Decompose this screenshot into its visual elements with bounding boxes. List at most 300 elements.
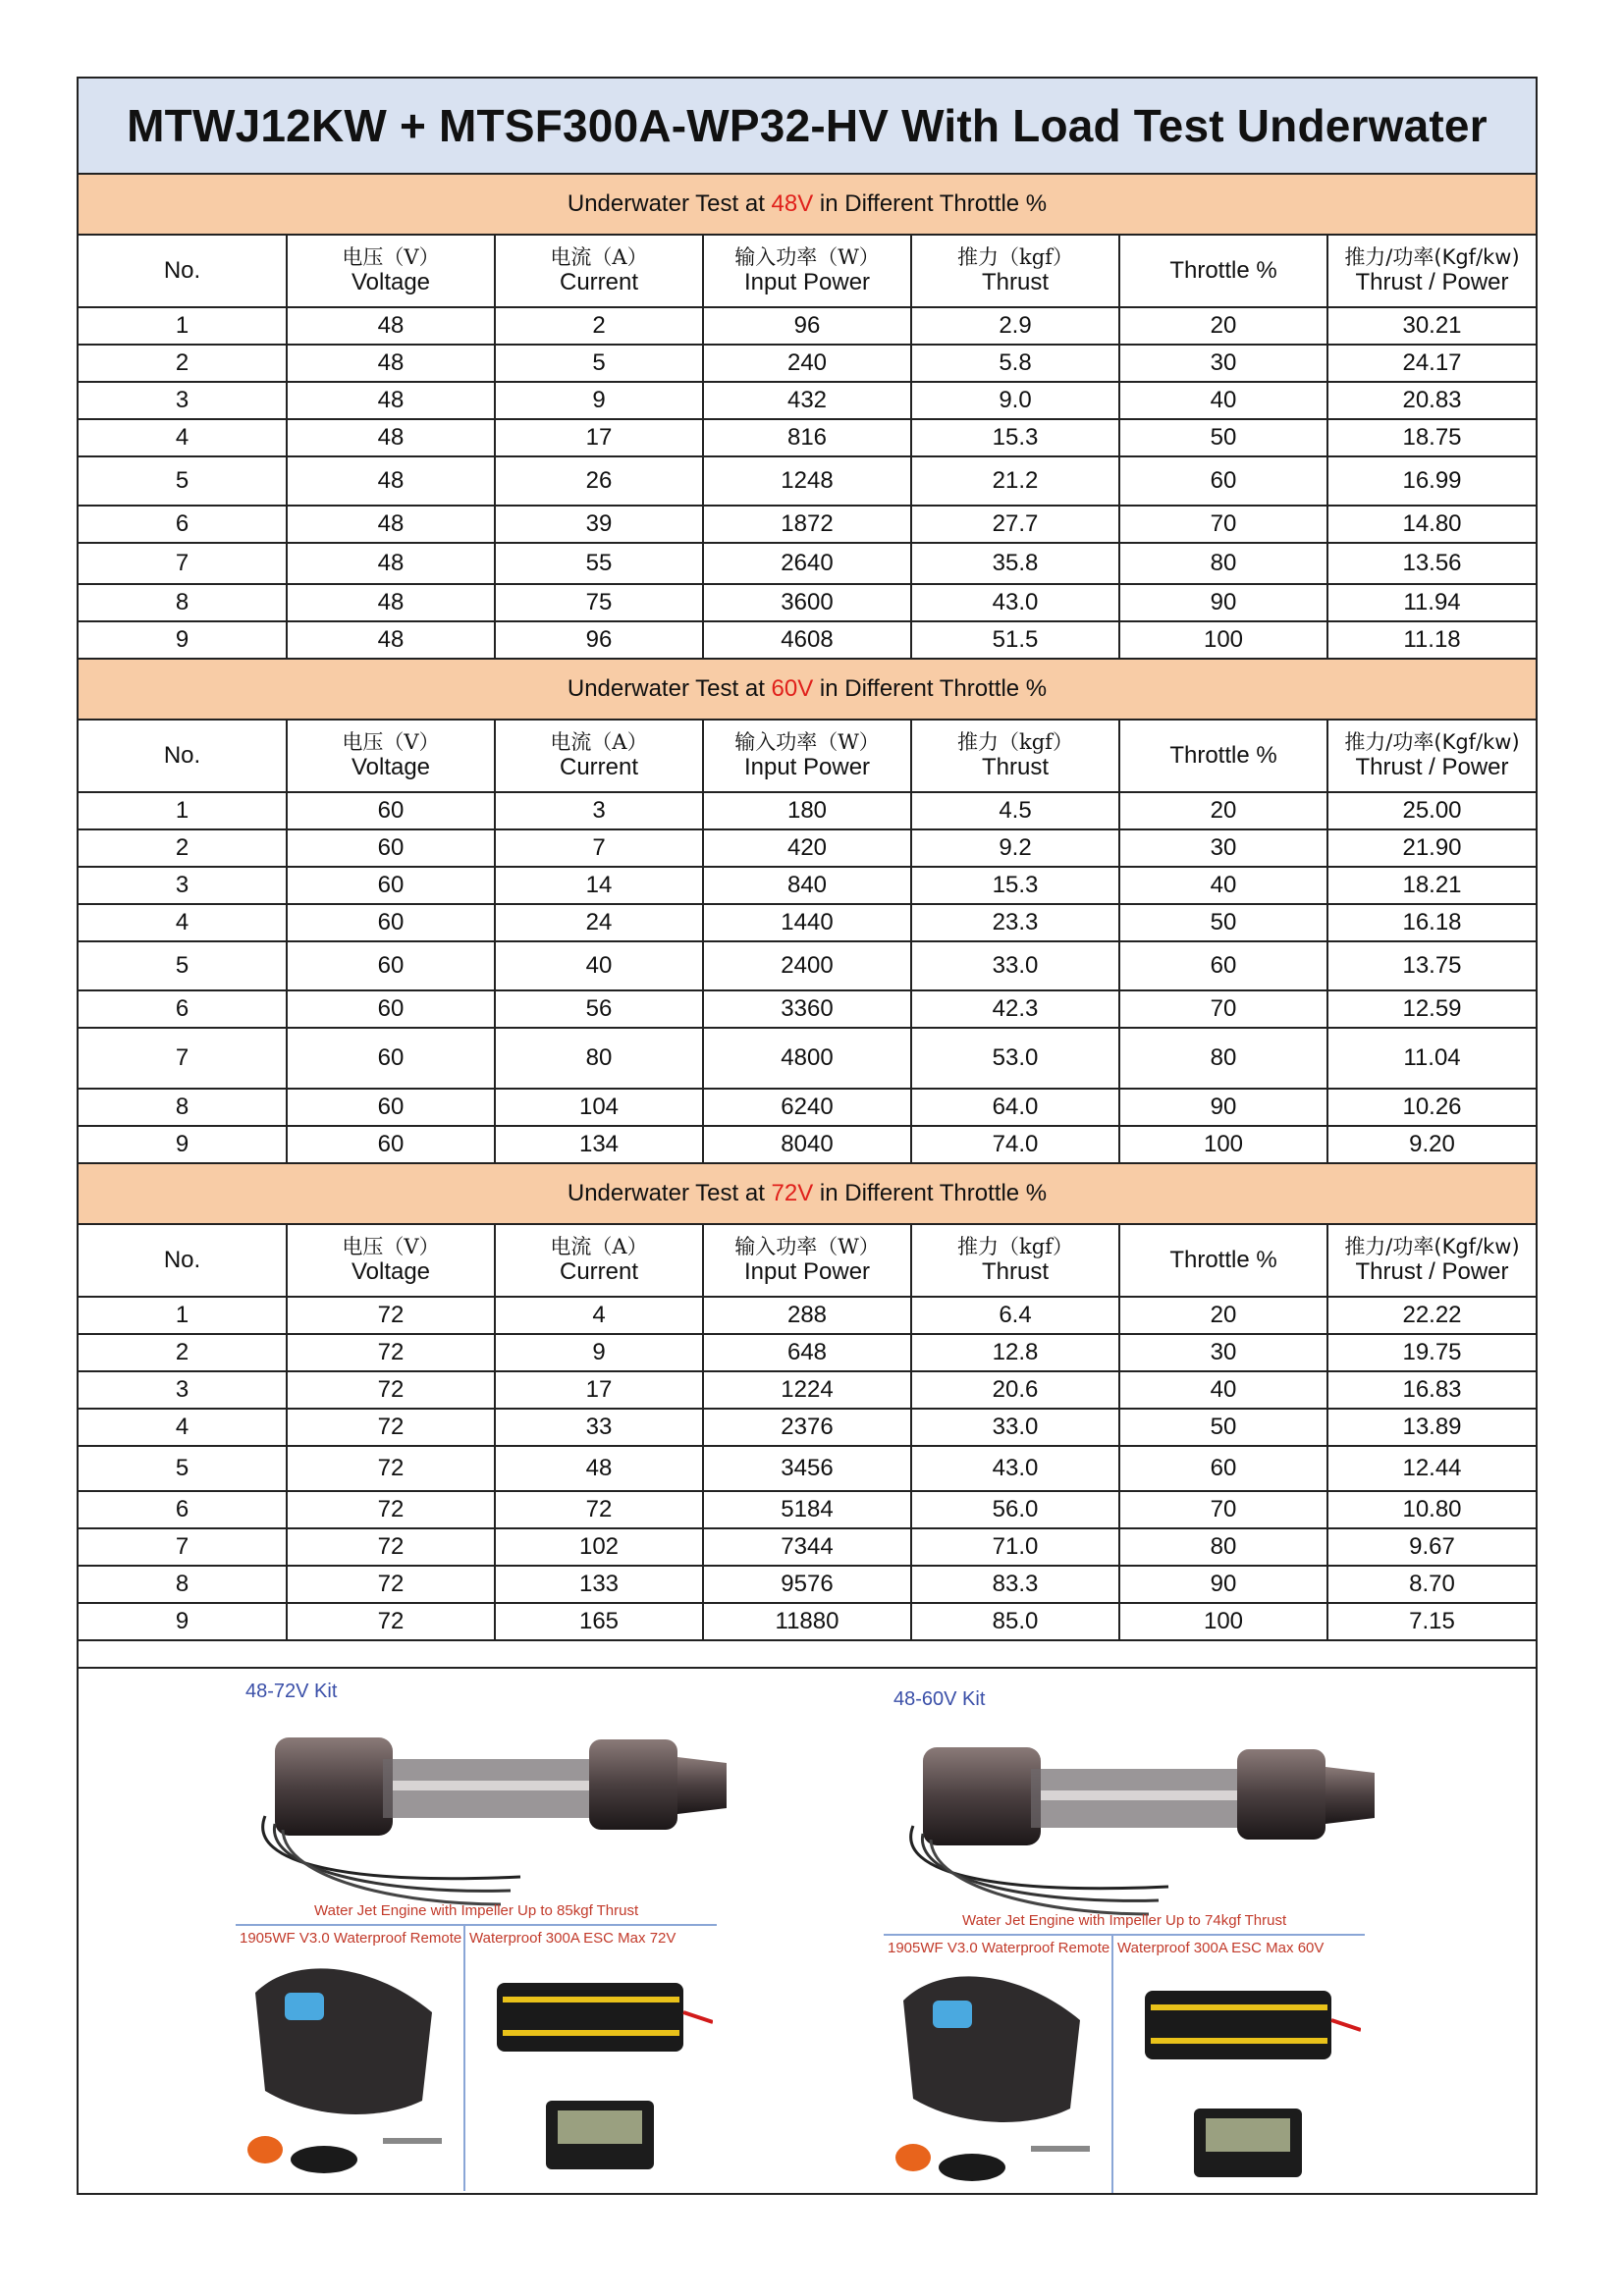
cell-throttle: 80 xyxy=(1119,1528,1327,1566)
header-cn: 输入功率（W） xyxy=(734,730,880,755)
remote-label: 1905WF V3.0 Waterproof Remote xyxy=(240,1930,462,1947)
column-header-row xyxy=(79,720,1536,792)
cell-no: 3 xyxy=(79,382,287,419)
cell-power: 3456 xyxy=(703,1446,911,1491)
cell-voltage: 60 xyxy=(287,990,495,1028)
header-cn: 电流（A） xyxy=(550,245,648,270)
table-row xyxy=(79,867,1536,904)
col-no: No. xyxy=(79,235,287,307)
cell-voltage: 48 xyxy=(287,584,495,621)
col-input-power xyxy=(703,720,911,792)
section-title-suffix: in Different Throttle % xyxy=(813,190,1048,218)
cell-no: 4 xyxy=(79,904,287,941)
table-row xyxy=(79,345,1536,382)
test-tables xyxy=(79,175,1536,1641)
table-row xyxy=(79,456,1536,506)
cell-current: 96 xyxy=(495,621,703,659)
kit-caption: Water Jet Engine with Impeller Up to 85kgf Thrust xyxy=(314,1902,639,1919)
cell-thrust: 5.8 xyxy=(911,345,1119,382)
cell-thrust: 6.4 xyxy=(911,1297,1119,1334)
cell-tp: 9.20 xyxy=(1327,1126,1536,1163)
section-voltage: 72V xyxy=(771,1180,814,1207)
col-voltage xyxy=(287,235,495,307)
cell-no: 8 xyxy=(79,584,287,621)
cell-voltage: 48 xyxy=(287,307,495,345)
cell-throttle: 100 xyxy=(1119,1603,1327,1640)
cell-power: 3360 xyxy=(703,990,911,1028)
cell-thrust: 4.5 xyxy=(911,792,1119,829)
cell-tp: 18.75 xyxy=(1327,419,1536,456)
header-cn: 推力（kgf） xyxy=(957,245,1073,270)
cell-no: 6 xyxy=(79,990,287,1028)
section-voltage: 48V xyxy=(771,190,814,218)
cell-voltage: 72 xyxy=(287,1371,495,1409)
cell-current: 133 xyxy=(495,1566,703,1603)
cell-thrust: 56.0 xyxy=(911,1491,1119,1528)
section-voltage: 60V xyxy=(771,675,814,703)
table-row xyxy=(79,1409,1536,1446)
cell-voltage: 72 xyxy=(287,1566,495,1603)
kit-label: 48-60V Kit xyxy=(893,1688,986,1710)
cell-thrust: 43.0 xyxy=(911,584,1119,621)
header-en: Thrust / Power xyxy=(1355,269,1509,296)
cell-power: 96 xyxy=(703,307,911,345)
cell-current: 48 xyxy=(495,1446,703,1491)
cell-tp: 22.22 xyxy=(1327,1297,1536,1334)
col-current xyxy=(495,235,703,307)
cell-current: 2 xyxy=(495,307,703,345)
cell-no: 6 xyxy=(79,1491,287,1528)
cell-no: 3 xyxy=(79,867,287,904)
cell-no: 9 xyxy=(79,1603,287,1640)
table-row xyxy=(79,1028,1536,1089)
table-row xyxy=(79,1491,1536,1528)
table-row xyxy=(79,621,1536,659)
cell-throttle: 80 xyxy=(1119,1028,1327,1089)
cell-current: 134 xyxy=(495,1126,703,1163)
table-row xyxy=(79,382,1536,419)
col-input-power xyxy=(703,235,911,307)
cell-power: 240 xyxy=(703,345,911,382)
table-row xyxy=(79,1334,1536,1371)
cell-power: 1872 xyxy=(703,506,911,543)
header-en: Voltage xyxy=(351,1258,431,1286)
cell-voltage: 72 xyxy=(287,1297,495,1334)
water-jet-engine-image xyxy=(884,1708,1434,1944)
cell-thrust: 42.3 xyxy=(911,990,1119,1028)
cell-voltage: 72 xyxy=(287,1603,495,1640)
cell-current: 165 xyxy=(495,1603,703,1640)
table-row xyxy=(79,1297,1536,1334)
remote-image xyxy=(884,1961,1105,2193)
cell-tp: 11.94 xyxy=(1327,584,1536,621)
section-title-prefix: Underwater Test at xyxy=(567,675,772,703)
section-title-prefix: Underwater Test at xyxy=(567,1180,772,1207)
cell-power: 5184 xyxy=(703,1491,911,1528)
cell-tp: 10.80 xyxy=(1327,1491,1536,1528)
cell-power: 4800 xyxy=(703,1028,911,1089)
cell-current: 5 xyxy=(495,345,703,382)
col-thrust xyxy=(911,235,1119,307)
table-row xyxy=(79,543,1536,584)
cell-throttle: 50 xyxy=(1119,419,1327,456)
cell-power: 7344 xyxy=(703,1528,911,1566)
cell-no: 5 xyxy=(79,941,287,990)
header-cn: 电流（A） xyxy=(550,1235,648,1259)
col-current xyxy=(495,720,703,792)
cell-thrust: 12.8 xyxy=(911,1334,1119,1371)
cell-power: 2400 xyxy=(703,941,911,990)
cell-tp: 11.04 xyxy=(1327,1028,1536,1089)
section-title-suffix: in Different Throttle % xyxy=(813,675,1048,703)
cell-voltage: 60 xyxy=(287,1126,495,1163)
cell-power: 1440 xyxy=(703,904,911,941)
cell-tp: 20.83 xyxy=(1327,382,1536,419)
header-cn: 推力/功率(Kgf/kw) xyxy=(1344,245,1520,270)
header-en: Voltage xyxy=(351,754,431,781)
cell-thrust: 51.5 xyxy=(911,621,1119,659)
col-thrust-power xyxy=(1327,1224,1536,1297)
cell-voltage: 48 xyxy=(287,621,495,659)
spec-sheet xyxy=(77,77,1538,2195)
cell-current: 9 xyxy=(495,382,703,419)
cell-power: 648 xyxy=(703,1334,911,1371)
cell-no: 7 xyxy=(79,1528,287,1566)
cell-tp: 19.75 xyxy=(1327,1334,1536,1371)
cell-thrust: 15.3 xyxy=(911,867,1119,904)
cell-power: 420 xyxy=(703,829,911,867)
col-voltage xyxy=(287,720,495,792)
cell-tp: 21.90 xyxy=(1327,829,1536,867)
col-throttle: Throttle % xyxy=(1119,720,1327,792)
cell-throttle: 20 xyxy=(1119,307,1327,345)
col-no: No. xyxy=(79,1224,287,1297)
section-title-suffix: in Different Throttle % xyxy=(813,1180,1048,1207)
cell-no: 5 xyxy=(79,456,287,506)
cell-voltage: 60 xyxy=(287,941,495,990)
cell-thrust: 20.6 xyxy=(911,1371,1119,1409)
remote-label: 1905WF V3.0 Waterproof Remote xyxy=(888,1940,1110,1956)
cell-no: 7 xyxy=(79,1028,287,1089)
cell-throttle: 100 xyxy=(1119,1126,1327,1163)
cell-throttle: 80 xyxy=(1119,543,1327,584)
cell-current: 4 xyxy=(495,1297,703,1334)
cell-throttle: 20 xyxy=(1119,1297,1327,1334)
cell-tp: 12.59 xyxy=(1327,990,1536,1028)
cell-thrust: 74.0 xyxy=(911,1126,1119,1163)
header-en: Thrust xyxy=(981,1258,1049,1286)
cell-no: 5 xyxy=(79,1446,287,1491)
cell-voltage: 60 xyxy=(287,867,495,904)
header-cn: 输入功率（W） xyxy=(734,245,880,270)
table-row xyxy=(79,1089,1536,1126)
table-row xyxy=(79,990,1536,1028)
cell-no: 2 xyxy=(79,1334,287,1371)
cell-throttle: 60 xyxy=(1119,456,1327,506)
cell-thrust: 43.0 xyxy=(911,1446,1119,1491)
cell-current: 56 xyxy=(495,990,703,1028)
section-title-prefix: Underwater Test at xyxy=(567,190,772,218)
cell-throttle: 30 xyxy=(1119,829,1327,867)
cell-voltage: 48 xyxy=(287,543,495,584)
cell-current: 39 xyxy=(495,506,703,543)
cell-voltage: 72 xyxy=(287,1528,495,1566)
data-table xyxy=(79,175,1536,1641)
cell-tp: 13.89 xyxy=(1327,1409,1536,1446)
table-row xyxy=(79,506,1536,543)
col-current xyxy=(495,1224,703,1297)
cell-voltage: 60 xyxy=(287,904,495,941)
table-row xyxy=(79,307,1536,345)
cell-current: 14 xyxy=(495,867,703,904)
table-row xyxy=(79,792,1536,829)
cell-throttle: 90 xyxy=(1119,1089,1327,1126)
esc-label: Waterproof 300A ESC Max 60V xyxy=(1117,1940,1325,1956)
kit-48-60v xyxy=(884,1669,1434,2195)
cell-tp: 10.26 xyxy=(1327,1089,1536,1126)
cell-tp: 18.21 xyxy=(1327,867,1536,904)
cell-throttle: 40 xyxy=(1119,382,1327,419)
cell-voltage: 60 xyxy=(287,1028,495,1089)
product-photos xyxy=(79,1667,1536,2195)
cell-power: 840 xyxy=(703,867,911,904)
cell-current: 9 xyxy=(495,1334,703,1371)
cell-current: 33 xyxy=(495,1409,703,1446)
cell-thrust: 35.8 xyxy=(911,543,1119,584)
header-cn: 推力（kgf） xyxy=(957,730,1073,755)
cell-power: 4608 xyxy=(703,621,911,659)
cell-current: 72 xyxy=(495,1491,703,1528)
table-row xyxy=(79,1528,1536,1566)
header-en: Input Power xyxy=(743,1258,871,1286)
header-en: Thrust xyxy=(981,269,1049,296)
cell-power: 6240 xyxy=(703,1089,911,1126)
cell-throttle: 40 xyxy=(1119,1371,1327,1409)
cell-tp: 14.80 xyxy=(1327,506,1536,543)
header-cn: 推力/功率(Kgf/kw) xyxy=(1344,1235,1520,1259)
column-header-row xyxy=(79,235,1536,307)
cell-no: 4 xyxy=(79,419,287,456)
cell-voltage: 60 xyxy=(287,1089,495,1126)
cell-voltage: 48 xyxy=(287,506,495,543)
cell-voltage: 60 xyxy=(287,829,495,867)
table-row xyxy=(79,1371,1536,1409)
cell-voltage: 72 xyxy=(287,1409,495,1446)
cell-no: 1 xyxy=(79,792,287,829)
cell-no: 8 xyxy=(79,1089,287,1126)
cell-no: 2 xyxy=(79,829,287,867)
cell-current: 17 xyxy=(495,1371,703,1409)
cell-throttle: 70 xyxy=(1119,506,1327,543)
header-en: Voltage xyxy=(351,269,431,296)
cell-throttle: 60 xyxy=(1119,941,1327,990)
col-voltage xyxy=(287,1224,495,1297)
cell-thrust: 53.0 xyxy=(911,1028,1119,1089)
header-cn: 输入功率（W） xyxy=(734,1235,880,1259)
section-header xyxy=(79,659,1536,720)
cell-power: 3600 xyxy=(703,584,911,621)
cell-throttle: 30 xyxy=(1119,1334,1327,1371)
cell-throttle: 40 xyxy=(1119,867,1327,904)
cell-voltage: 48 xyxy=(287,419,495,456)
cell-tp: 13.75 xyxy=(1327,941,1536,990)
cell-voltage: 48 xyxy=(287,456,495,506)
header-cn: 电流（A） xyxy=(550,730,648,755)
cell-tp: 25.00 xyxy=(1327,792,1536,829)
cell-power: 288 xyxy=(703,1297,911,1334)
cell-thrust: 64.0 xyxy=(911,1089,1119,1126)
cell-tp: 13.56 xyxy=(1327,543,1536,584)
cell-no: 6 xyxy=(79,506,287,543)
header-cn: 电压（V） xyxy=(342,1235,440,1259)
cell-throttle: 30 xyxy=(1119,345,1327,382)
table-row xyxy=(79,419,1536,456)
cell-power: 11880 xyxy=(703,1603,911,1640)
cell-current: 40 xyxy=(495,941,703,990)
cell-tp: 30.21 xyxy=(1327,307,1536,345)
cell-no: 8 xyxy=(79,1566,287,1603)
cell-throttle: 70 xyxy=(1119,1491,1327,1528)
header-en: Thrust / Power xyxy=(1355,1258,1509,1286)
cell-thrust: 71.0 xyxy=(911,1528,1119,1566)
cell-no: 1 xyxy=(79,307,287,345)
cell-tp: 7.15 xyxy=(1327,1603,1536,1640)
kit-caption: Water Jet Engine with Impeller Up to 74kgf Thrust xyxy=(962,1912,1287,1929)
cell-no: 3 xyxy=(79,1371,287,1409)
cell-current: 75 xyxy=(495,584,703,621)
cell-power: 9576 xyxy=(703,1566,911,1603)
col-throttle: Throttle % xyxy=(1119,1224,1327,1297)
cell-thrust: 83.3 xyxy=(911,1566,1119,1603)
cell-current: 3 xyxy=(495,792,703,829)
section-header xyxy=(79,1163,1536,1224)
header-en: Input Power xyxy=(743,754,871,781)
cell-no: 9 xyxy=(79,621,287,659)
cell-throttle: 100 xyxy=(1119,621,1327,659)
cell-current: 26 xyxy=(495,456,703,506)
cell-no: 2 xyxy=(79,345,287,382)
cell-voltage: 60 xyxy=(287,792,495,829)
cell-no: 4 xyxy=(79,1409,287,1446)
kit-48-72v xyxy=(236,1669,785,2195)
header-cn: 推力（kgf） xyxy=(957,1235,1073,1259)
header-en: Current xyxy=(559,754,639,781)
cell-power: 180 xyxy=(703,792,911,829)
cell-thrust: 23.3 xyxy=(911,904,1119,941)
table-row xyxy=(79,1603,1536,1640)
cell-tp: 12.44 xyxy=(1327,1446,1536,1491)
table-row xyxy=(79,584,1536,621)
cell-power: 816 xyxy=(703,419,911,456)
cell-voltage: 48 xyxy=(287,382,495,419)
cell-tp: 16.18 xyxy=(1327,904,1536,941)
esc-label: Waterproof 300A ESC Max 72V xyxy=(469,1930,676,1947)
col-thrust-power xyxy=(1327,720,1536,792)
cell-throttle: 70 xyxy=(1119,990,1327,1028)
cell-tp: 8.70 xyxy=(1327,1566,1536,1603)
col-input-power xyxy=(703,1224,911,1297)
table-row xyxy=(79,1126,1536,1163)
cell-throttle: 90 xyxy=(1119,1566,1327,1603)
cell-power: 1224 xyxy=(703,1371,911,1409)
kit-label: 48-72V Kit xyxy=(245,1681,338,1702)
cell-throttle: 60 xyxy=(1119,1446,1327,1491)
cell-thrust: 9.0 xyxy=(911,382,1119,419)
cell-current: 104 xyxy=(495,1089,703,1126)
header-en: Current xyxy=(559,1258,639,1286)
header-en: Input Power xyxy=(743,269,871,296)
col-thrust-power xyxy=(1327,235,1536,307)
cell-power: 2640 xyxy=(703,543,911,584)
cell-current: 102 xyxy=(495,1528,703,1566)
column-header-row xyxy=(79,1224,1536,1297)
header-cn: 电压（V） xyxy=(342,245,440,270)
cell-current: 17 xyxy=(495,419,703,456)
header-en: Thrust / Power xyxy=(1355,754,1509,781)
header-cn: 推力/功率(Kgf/kw) xyxy=(1344,730,1520,755)
table-row xyxy=(79,829,1536,867)
remote-image xyxy=(236,1953,457,2189)
cell-thrust: 33.0 xyxy=(911,1409,1119,1446)
header-en: Current xyxy=(559,269,639,296)
cell-no: 9 xyxy=(79,1126,287,1163)
cell-thrust: 85.0 xyxy=(911,1603,1119,1640)
cell-thrust: 33.0 xyxy=(911,941,1119,990)
table-row xyxy=(79,941,1536,990)
cell-thrust: 15.3 xyxy=(911,419,1119,456)
header-cn: 电压（V） xyxy=(342,730,440,755)
cell-throttle: 50 xyxy=(1119,1409,1327,1446)
page-title: MTWJ12KW + MTSF300A-WP32-HV With Load Test Underwater xyxy=(79,79,1536,175)
cell-thrust: 27.7 xyxy=(911,506,1119,543)
cell-voltage: 72 xyxy=(287,1334,495,1371)
cell-throttle: 20 xyxy=(1119,792,1327,829)
cell-thrust: 2.9 xyxy=(911,307,1119,345)
cell-throttle: 90 xyxy=(1119,584,1327,621)
cell-tp: 9.67 xyxy=(1327,1528,1536,1566)
cell-tp: 11.18 xyxy=(1327,621,1536,659)
cell-tp: 16.99 xyxy=(1327,456,1536,506)
cell-thrust: 9.2 xyxy=(911,829,1119,867)
cell-current: 80 xyxy=(495,1028,703,1089)
cell-no: 7 xyxy=(79,543,287,584)
cell-power: 1248 xyxy=(703,456,911,506)
cell-tp: 16.83 xyxy=(1327,1371,1536,1409)
cell-voltage: 48 xyxy=(287,345,495,382)
table-row xyxy=(79,904,1536,941)
cell-current: 24 xyxy=(495,904,703,941)
table-row xyxy=(79,1566,1536,1603)
cell-power: 432 xyxy=(703,382,911,419)
col-thrust xyxy=(911,720,1119,792)
cell-voltage: 72 xyxy=(287,1491,495,1528)
section-header xyxy=(79,175,1536,235)
water-jet-engine-image xyxy=(236,1698,785,1934)
col-throttle: Throttle % xyxy=(1119,235,1327,307)
col-thrust xyxy=(911,1224,1119,1297)
cell-power: 2376 xyxy=(703,1409,911,1446)
cell-power: 8040 xyxy=(703,1126,911,1163)
cell-current: 55 xyxy=(495,543,703,584)
esc-image xyxy=(1115,1961,1361,2193)
esc-image xyxy=(467,1953,713,2189)
header-en: Thrust xyxy=(981,754,1049,781)
cell-thrust: 21.2 xyxy=(911,456,1119,506)
col-no: No. xyxy=(79,720,287,792)
cell-throttle: 50 xyxy=(1119,904,1327,941)
cell-tp: 24.17 xyxy=(1327,345,1536,382)
cell-voltage: 72 xyxy=(287,1446,495,1491)
